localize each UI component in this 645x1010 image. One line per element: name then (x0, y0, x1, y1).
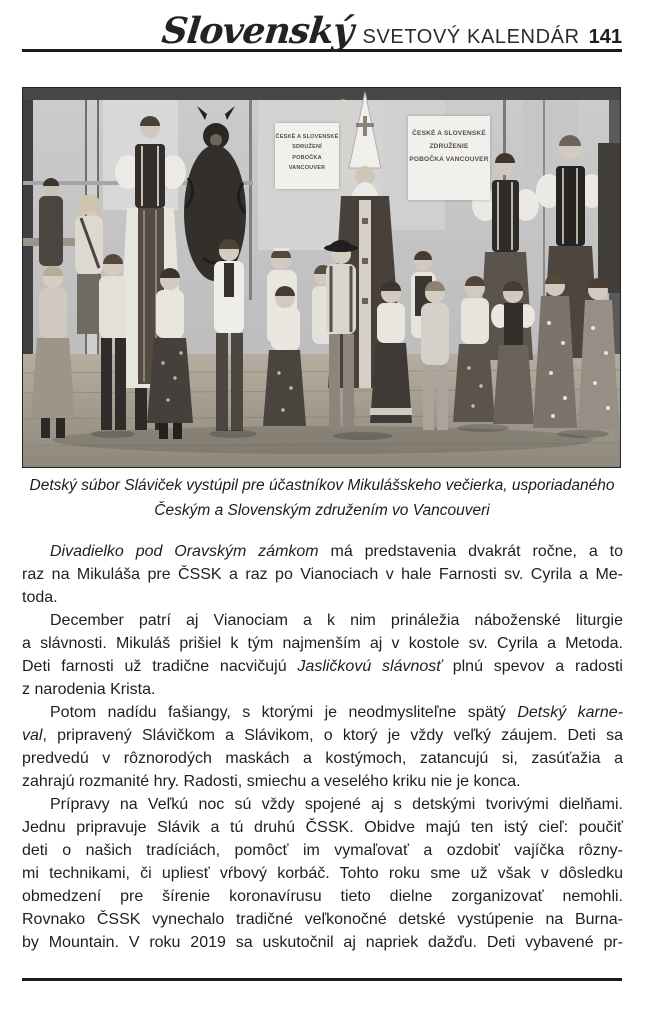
text-line: raz na Mikuláša pre ČSSK a raz po Vianociach v hale Farnosti sv. Cyrila a Me- (22, 566, 623, 583)
text-line: December patrí aj Vianociam a k nim prináležia náboženské liturgie (50, 612, 623, 629)
paragraph (22, 540, 623, 609)
text-line: mi technikami, či upliesť vŕbový korbáč. Tohto roku sme už však v dôsledku (22, 865, 623, 882)
sign-line: ČESKÉ A SLOVENSKÉ (412, 130, 486, 137)
paragraph (22, 793, 623, 954)
text-line: deti o našich tradíciách, pomôcť im vymaľovať a ozdobiť vajíčka rôzny- (22, 842, 623, 859)
text-line: Jednu pripravuje Slávik a tú druhú ČSSK. Obidve majú ten istý cieľ: poučiť (22, 819, 623, 836)
text-line: Deti farnosti už tradične nacvičujú Jasličkovú slávnosť plnú spevov a radosti (22, 658, 623, 675)
sign-line: SDRUŽENÍ (292, 144, 322, 151)
text-line: by Mountain. V roku 2019 sa uskutočnil aj napriek dažďu. Deti vybavené pr- (22, 934, 623, 951)
photo-caption (22, 473, 622, 523)
sign-line: ZDRUŽENIE (429, 143, 469, 150)
footer-rule (22, 978, 622, 981)
text-line: obmedzení pre šírenie koronavírusu tieto dielne zorganizovať nemohli. (22, 888, 623, 905)
text-line: predvedú v rôznorodých maskách a kostýmoch, zatancujú si, zasúťažia a (22, 750, 623, 767)
paragraph (22, 609, 623, 701)
text-line: a slávnosti. Mikuláš prišiel k tým najmenším aj v kostole sv. Cyrila a Metoda. (22, 635, 623, 652)
brand-caps-title: SVETOVÝ KALENDÁR (362, 26, 580, 48)
caption-line: Českým a Slovenským združením vo Vancouveri (154, 502, 490, 519)
sign-line: POBOČKA VANCOUVER (288, 154, 326, 172)
sign-ceske-a-slovenske-zdruzenie (408, 116, 490, 200)
text-line: zahrajú rozmanité hry. Radosti, smiechu a veselého kriku nie je konca. (22, 773, 521, 790)
text-line: Divadielko pod Oravským zámkom má predstavenia dvakrát ročne, a to (50, 543, 624, 560)
brand-script-title: Slovenský (159, 10, 355, 52)
text-line: toda. (22, 589, 58, 606)
body-text (22, 540, 623, 954)
caption-line: Detský súbor Sláviček vystúpil pre účastníkov Mikulášskeho večierka, usporiadaného (29, 477, 615, 494)
page-header (159, 10, 622, 52)
text-line: Potom nadídu fašiangy, s ktorými je neodmysliteľne spätý Detský karne- (50, 704, 623, 721)
text-line: z narodenia Krista. (22, 681, 156, 698)
paragraph (22, 701, 623, 793)
text-line: Rovnako ČSSK vynechalo tradičné veľkonočné detské vystúpenie na Burna- (22, 911, 623, 928)
group-photo (22, 87, 621, 468)
sign-ceske-a-slovenske-sdruzeni (275, 123, 339, 189)
page-number: 141 (588, 26, 622, 48)
sign-line: ČESKÉ A SLOVENSKÉ (275, 134, 339, 140)
text-line: val, pripravený Slávičkom a Slávikom, o ktorý je vždy veľký záujem. Deti sa (22, 727, 623, 744)
sign-line: POBOČKA VANCOUVER (409, 156, 489, 163)
text-line: Prípravy na Veľkú noc sú vždy spojené aj s detskými tvorivými dielňami. (50, 796, 623, 813)
